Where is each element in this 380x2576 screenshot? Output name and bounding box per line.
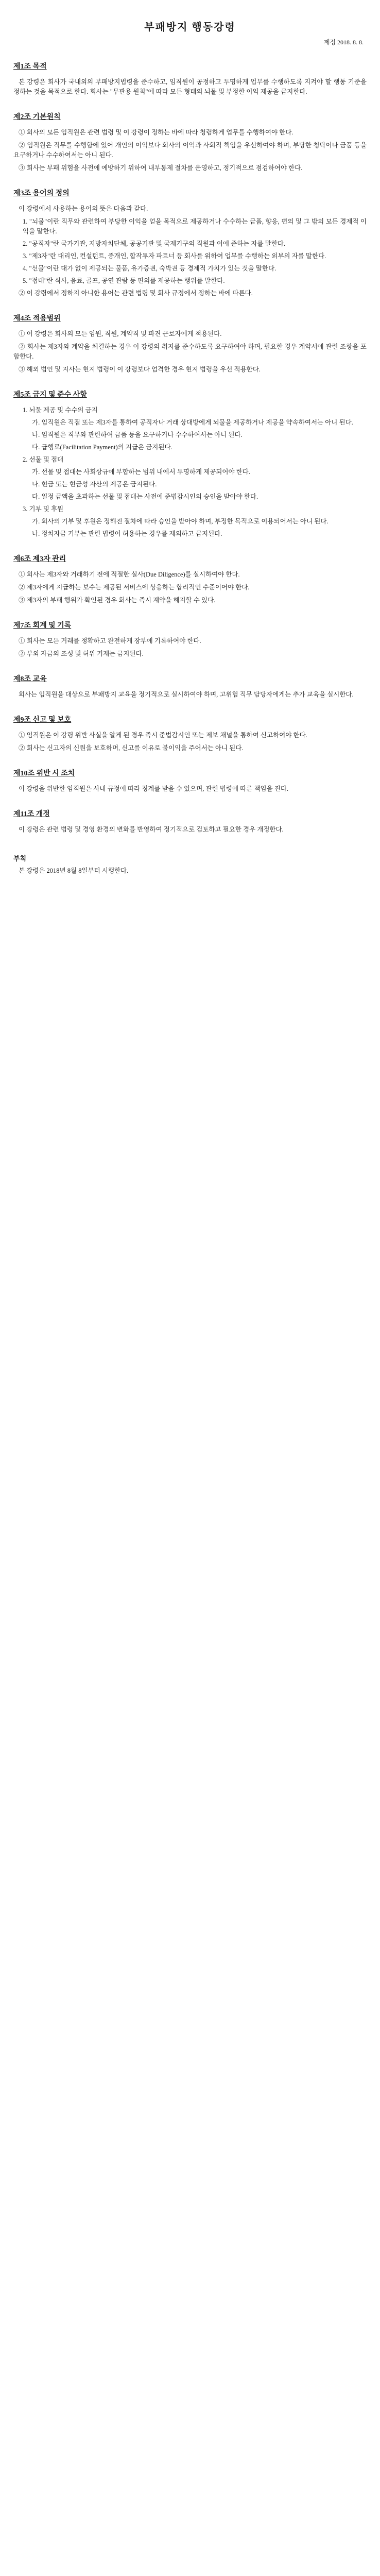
article-9-para-1: ① 임직원은 이 강령 위반 사실을 알게 된 경우 즉시 준법감시인 또는 제보 채널을 통하여 신고하여야 한다. [19, 732, 307, 739]
article-10-text: 이 강령을 위반한 임직원은 사내 규정에 따라 징계를 받을 수 있으며, 관련 법령에 따른 책임을 진다. [19, 785, 289, 792]
document-title: 부패방지 행동강령 [144, 22, 236, 33]
document-body [13, 0, 367, 2576]
article-3-item-1: 1. "뇌물"이란 직무와 관련하여 부당한 이익을 얻을 목적으로 제공하거나 수수하는 금품, 향응, 편의 및 그 밖의 모든 경제적 이익을 말한다. [23, 218, 367, 235]
effective-date: 제정 2018. 8. 8. [323, 39, 364, 46]
article-8-text: 회사는 임직원을 대상으로 부패방지 교육을 정기적으로 실시하여야 하며, 고위험 직무 담당자에게는 추가 교육을 실시한다. [19, 691, 354, 698]
article-2-para-2: ② 임직원은 직무를 수행함에 있어 개인의 이익보다 회사의 이익과 사회적 책임을 우선하여야 하며, 부당한 청탁이나 금품 등을 요구하거나 수수하여서는 아니 된다. [13, 142, 367, 159]
article-5-section-2: 2. 선물 및 접대 [23, 456, 64, 463]
addendum-heading: 부칙 [13, 855, 27, 862]
article-10-heading: 제10조 위반 시 조치 [13, 770, 75, 777]
article-4-para-2: ② 회사는 제3자와 계약을 체결하는 경우 이 강령의 취지를 준수하도록 요구하여야 하며, 필요한 경우 계약서에 관련 조항을 포함한다. [13, 343, 367, 360]
article-5-item-5: 나. 현금 또는 현금성 자산의 제공은 금지된다. [32, 481, 157, 488]
article-5-item-4: 가. 선물 및 접대는 사회상규에 부합하는 범위 내에서 투명하게 제공되어야 한다. [32, 468, 250, 476]
article-3-para-2: ② 이 강령에서 정하지 아니한 용어는 관련 법령 및 회사 규정에서 정하는 바에 따른다. [19, 290, 253, 297]
article-4-para-3: ③ 해외 법인 및 지사는 현지 법령이 이 강령보다 엄격한 경우 현지 법령을 우선 적용한다. [19, 366, 261, 373]
article-6-heading: 제6조 제3자 관리 [13, 555, 66, 563]
article-5-item-6: 다. 일정 금액을 초과하는 선물 및 접대는 사전에 준법감시인의 승인을 받아야 한다. [32, 493, 258, 500]
article-5-item-8: 나. 정치자금 기부는 관련 법령이 허용하는 경우를 제외하고 금지된다. [32, 530, 222, 537]
article-3-item-2: 2. "공직자"란 국가기관, 지방자치단체, 공공기관 및 국제기구의 직원과 이에 준하는 자를 말한다. [23, 240, 286, 247]
article-3-intro: 이 강령에서 사용하는 용어의 뜻은 다음과 같다. [19, 205, 148, 212]
article-5-section-1: 1. 뇌물 제공 및 수수의 금지 [23, 406, 98, 414]
article-3-item-3: 3. "제3자"란 대리인, 컨설턴트, 중개인, 합작투자 파트너 등 회사를 위하여 업무를 수행하는 외부의 자를 말한다. [23, 252, 326, 260]
article-5-section-3: 3. 기부 및 후원 [23, 505, 64, 513]
article-2-heading: 제2조 기본원칙 [13, 113, 61, 121]
article-5-item-3: 다. 급행료(Facilitation Payment)의 지급은 금지된다. [32, 444, 172, 451]
article-5-heading: 제5조 금지 및 준수 사항 [13, 391, 87, 399]
addendum-text: 본 강령은 2018년 8월 8일부터 시행한다. [19, 867, 129, 874]
article-5-item-2: 나. 임직원은 직무와 관련하여 금품 등을 요구하거나 수수하여서는 아니 된다. [32, 431, 243, 438]
article-6-para-1: ① 회사는 제3자와 거래하기 전에 적절한 실사(Due Diligence)를 실시하여야 한다. [19, 571, 240, 578]
article-5-item-7: 가. 회사의 기부 및 후원은 정해진 절차에 따라 승인을 받아야 하며, 부정한 목적으로 이용되어서는 아니 된다. [32, 518, 329, 525]
article-2-para-3: ③ 회사는 부패 위험을 사전에 예방하기 위하여 내부통제 절차를 운영하고, 정기적으로 점검하여야 한다. [19, 164, 303, 172]
article-2-para-1: ① 회사의 모든 임직원은 관련 법령 및 이 강령이 정하는 바에 따라 청렴하게 업무를 수행하여야 한다. [19, 129, 293, 136]
article-4-heading: 제4조 적용범위 [13, 315, 61, 323]
article-3-heading: 제3조 용어의 정의 [13, 190, 70, 197]
article-3-item-4: 4. "선물"이란 대가 없이 제공되는 물품, 유가증권, 숙박권 등 경제적 가치가 있는 것을 말한다. [23, 265, 277, 272]
article-1-heading: 제1조 목적 [13, 63, 47, 71]
article-11-text: 이 강령은 관련 법령 및 경영 환경의 변화를 반영하여 정기적으로 검토하고 필요한 경우 개정한다. [19, 826, 284, 833]
article-5-item-1: 가. 임직원은 직접 또는 제3자를 통하여 공직자나 거래 상대방에게 뇌물을 제공하거나 제공을 약속하여서는 아니 된다. [32, 419, 353, 426]
article-9-heading: 제9조 신고 및 보호 [13, 716, 72, 724]
article-4-para-1: ① 이 강령은 회사의 모든 임원, 직원, 계약직 및 파견 근로자에게 적용된다. [19, 330, 222, 337]
article-7-heading: 제7조 회계 및 기록 [13, 622, 72, 630]
article-6-para-2: ② 제3자에게 지급하는 보수는 제공된 서비스에 상응하는 합리적인 수준이어야 한다. [19, 584, 250, 591]
article-11-heading: 제11조 개정 [13, 810, 50, 818]
article-7-para-1: ① 회사는 모든 거래를 정확하고 완전하게 장부에 기록하여야 한다. [19, 637, 201, 645]
article-7-para-2: ② 부외 자금의 조성 및 허위 기재는 금지된다. [19, 650, 144, 657]
article-1-text: 본 강령은 회사가 국내외의 부패방지법령을 준수하고, 임직원이 공정하고 투명하게 업무를 수행하도록 지켜야 할 행동 기준을 정하는 것을 목적으로 한다. 회사는 "무관용 원칙"에 따라 모든 형태의 뇌물 및 부정한 이익 제공을 금지한다. [13, 78, 367, 95]
article-8-heading: 제8조 교육 [13, 675, 47, 683]
article-9-para-2: ② 회사는 신고자의 신원을 보호하며, 신고를 이유로 불이익을 주어서는 아니 된다. [19, 744, 244, 752]
article-3-item-5: 5. "접대"란 식사, 음료, 골프, 공연 관람 등 편의를 제공하는 행위를 말한다. [23, 277, 225, 284]
article-6-para-3: ③ 제3자의 부패 행위가 확인된 경우 회사는 즉시 계약을 해지할 수 있다. [19, 597, 216, 604]
